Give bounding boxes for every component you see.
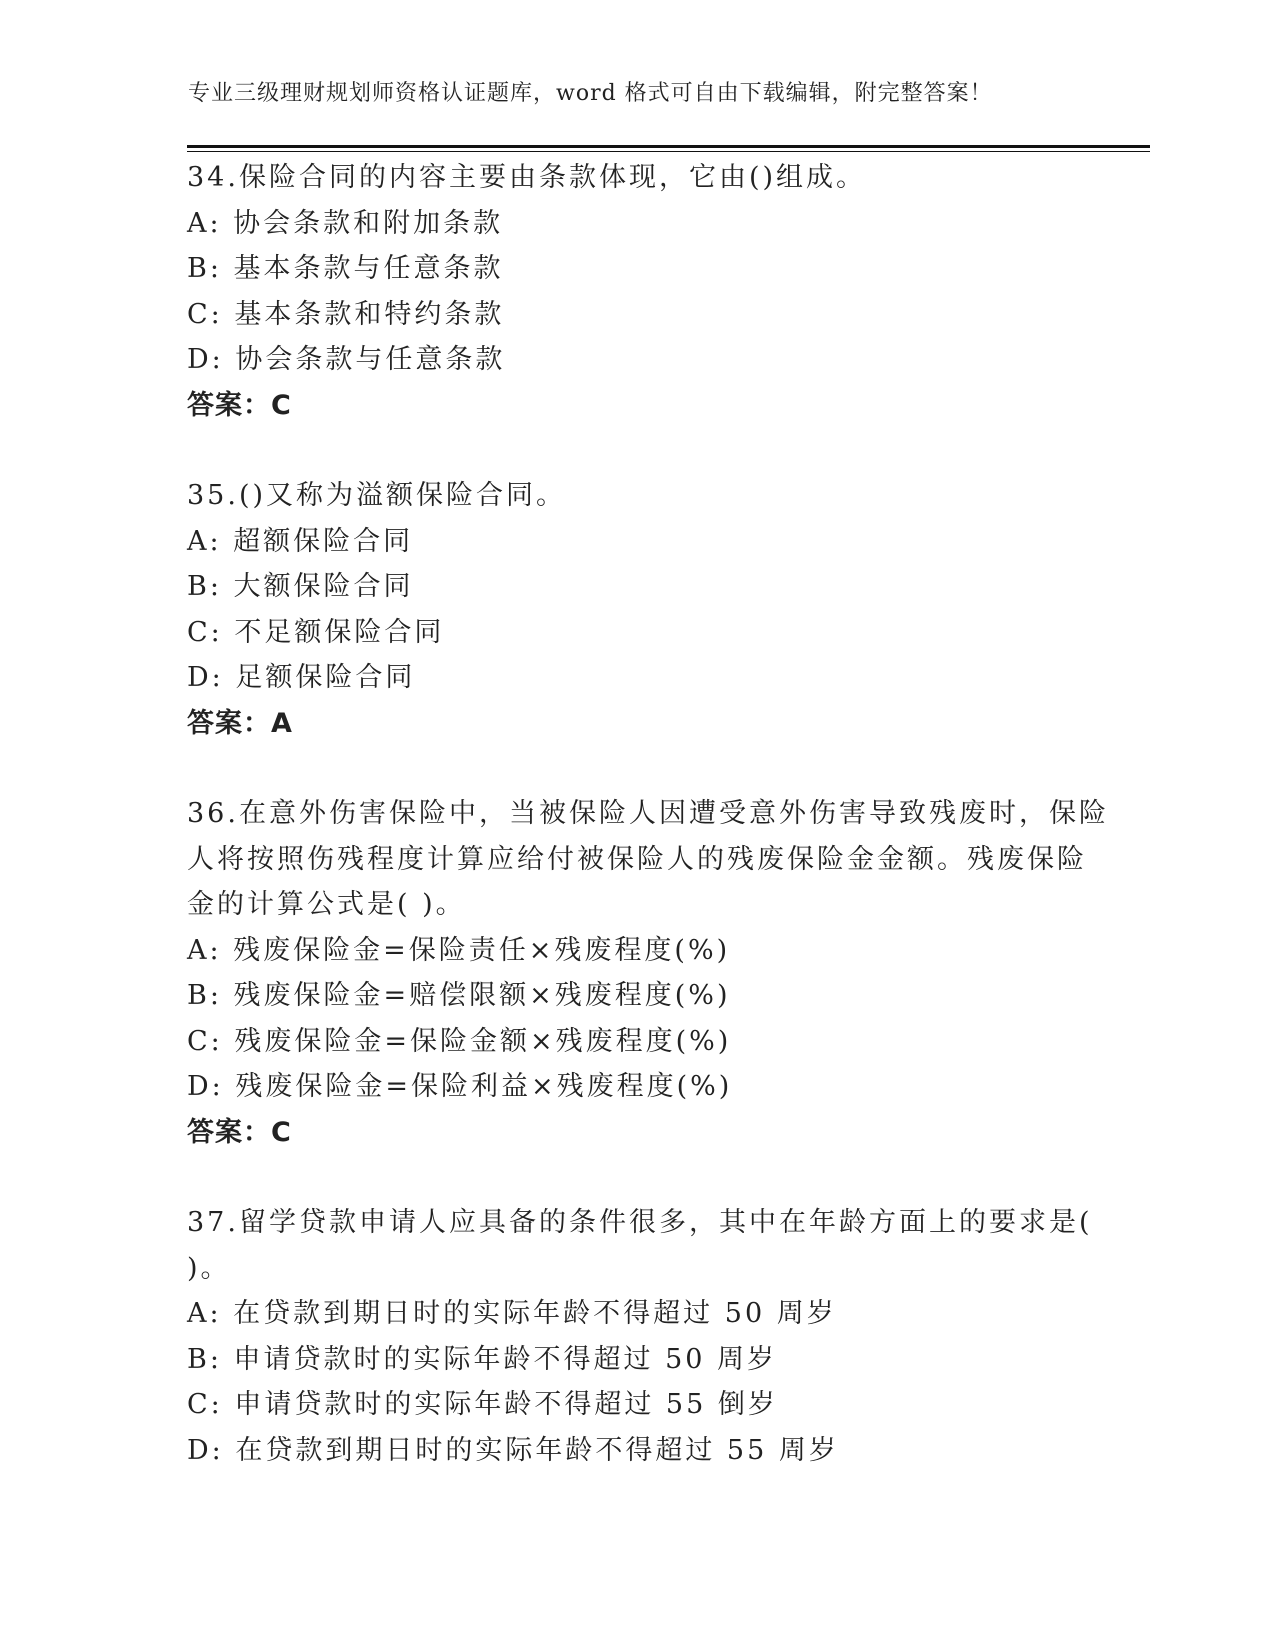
question-stem-line-3: 金的计算公式是( )。 (187, 889, 466, 920)
option-d: D: 足额保险合同 (187, 662, 416, 693)
question-stem-line-2: )。 (187, 1252, 231, 1284)
header-rule-thick (187, 145, 1150, 148)
page-header: 专业三级理财规划师资格认证题库，word 格式可自由下载编辑，附完整答案！ (188, 81, 993, 106)
option-b: B: 基本条款与任意条款 (187, 253, 504, 284)
header-rule-thin (187, 151, 1150, 152)
question-34 (187, 155, 1077, 428)
question-stem-line-2: 人将按照伤残程度计算应给付被保险人的残废保险金金额。残废保险 (187, 843, 1087, 875)
question-stem: 35.()又称为溢额保险合同。 (187, 480, 567, 511)
option-c: C: 申请贷款时的实际年龄不得超过 55 倒岁 (187, 1389, 778, 1420)
option-a: A: 超额保险合同 (187, 525, 414, 557)
option-d: D: 协会条款与任意条款 (187, 344, 506, 375)
question-stem-line-1: 36.在意外伤害保险中，当被保险人因遭受意外伤害导致残废时，保险 (187, 798, 1109, 829)
option-c: C: 不足额保险合同 (187, 616, 445, 648)
question-35 (187, 473, 1077, 746)
answer: 答案：C (187, 1116, 292, 1148)
question-list (187, 155, 1109, 1473)
option-a: A: 残废保险金=保险责任×残废程度(%) (187, 934, 731, 966)
option-a: A: 在贷款到期日时的实际年龄不得超过 50 周岁 (187, 1298, 837, 1329)
answer: 答案：C (187, 389, 292, 421)
option-c: C: 残废保险金=保险金额×残废程度(%) (187, 1025, 732, 1057)
option-d: D: 残废保险金=保险利益×残废程度(%) (187, 1071, 733, 1102)
option-a: A: 协会条款和附加条款 (187, 207, 504, 239)
option-d: D: 在贷款到期日时的实际年龄不得超过 55 周岁 (187, 1434, 839, 1466)
option-b: B: 申请贷款时的实际年龄不得超过 50 周岁 (187, 1343, 778, 1375)
question-stem: 34.保险合同的内容主要由条款体现，它由()组成。 (187, 162, 867, 193)
option-b: B: 残废保险金=赔偿限额×残废程度(%) (187, 980, 731, 1011)
question-36 (187, 791, 1109, 1155)
question-stem-line-1: 37.留学贷款申请人应具备的条件很多，其中在年龄方面上的要求是( (187, 1207, 1093, 1238)
answer: 答案：A (187, 707, 293, 739)
question-37 (187, 1200, 1093, 1473)
option-c: C: 基本条款和特约条款 (187, 298, 505, 330)
option-b: B: 大额保险合同 (187, 571, 414, 602)
